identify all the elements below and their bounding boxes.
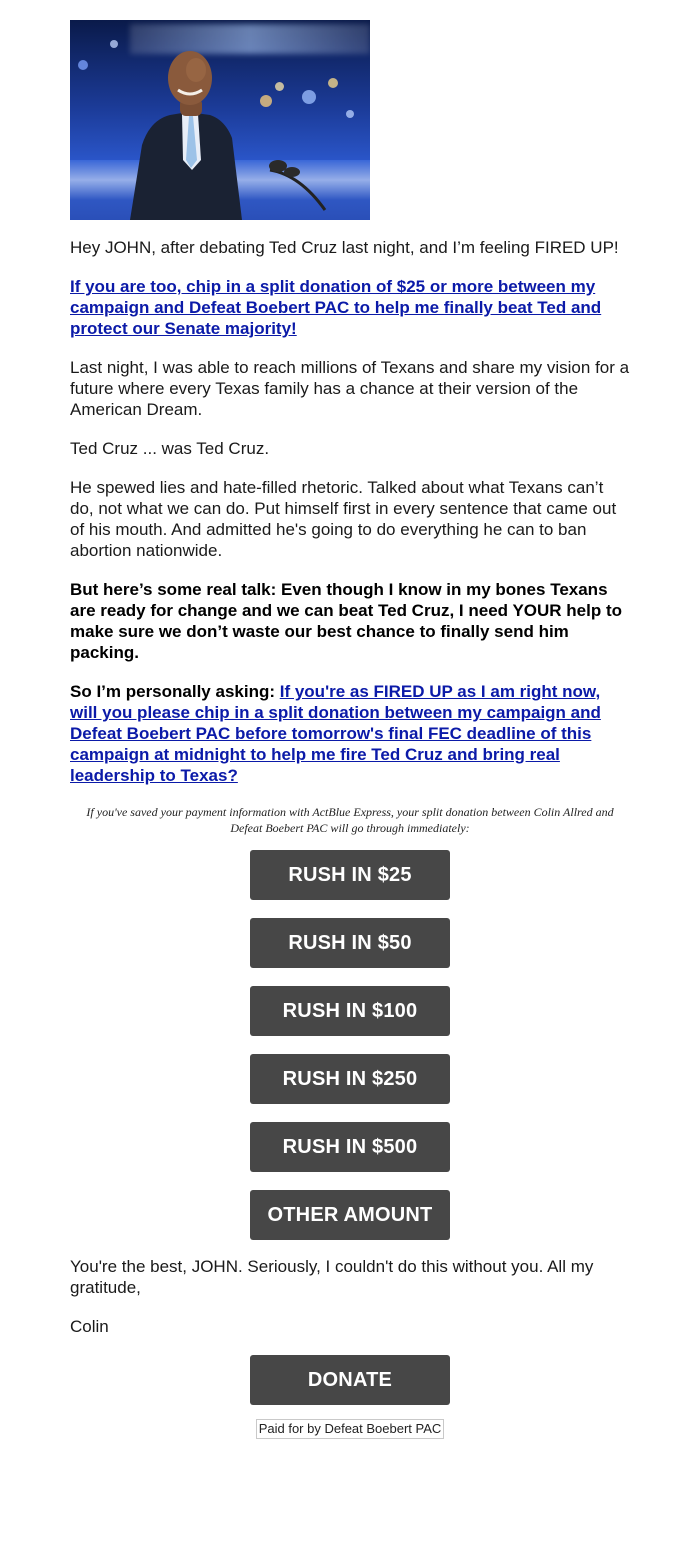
cruz-paragraph: Ted Cruz ... was Ted Cruz. [70, 439, 270, 458]
donation-buttons [70, 850, 630, 1256]
ask-prefix: So I’m personally asking: [70, 682, 280, 701]
signature: Colin [70, 1317, 109, 1336]
other-amount-button[interactable]: OTHER AMOUNT [250, 1190, 450, 1240]
rush-250-button[interactable]: RUSH IN $250 [250, 1054, 450, 1104]
speaker-figure [70, 20, 370, 220]
ask-paragraph [70, 681, 630, 786]
closing-paragraph: You're the best, JOHN. Seriously, I couldn't do this without you. All my gratitude, [70, 1257, 594, 1297]
cta-paragraph-1 [70, 276, 630, 339]
donate-link-split-25[interactable]: If you are too, chip in a split donation of $25 or more between my campaign and Defeat Boebert PAC to help me finally beat Ted and protect our Senate majority! [70, 277, 602, 338]
hero-photo [70, 20, 370, 220]
email-body [70, 20, 630, 1439]
rush-25-button[interactable]: RUSH IN $25 [250, 850, 450, 900]
lies-paragraph: He spewed lies and hate-filled rhetoric. Talked about what Texans can’t do, not what we can do. Put himself first in every sentence that came out of his mouth. And admitted he's going to do everything he can to ban abortion nationwide. [70, 478, 617, 560]
real-talk-paragraph: But here’s some real talk: Even though I know in my bones Texans are ready for change and we can beat Ted Cruz, I need YOUR help to make sure we don’t waste our best chance to finally send him packing. [70, 580, 623, 662]
rush-500-button[interactable]: RUSH IN $500 [250, 1122, 450, 1172]
rush-50-button[interactable]: RUSH IN $50 [250, 918, 450, 968]
paid-for-disclaimer: Paid for by Defeat Boebert PAC [256, 1419, 445, 1439]
rush-100-button[interactable]: RUSH IN $100 [250, 986, 450, 1036]
actblue-express-note: If you've saved your payment information with ActBlue Express, your split donation between Colin Allred and Defeat Boebert PAC will go through immediately: [86, 805, 614, 835]
greeting-paragraph: Hey JOHN, after debating Ted Cruz last night, and I’m feeling FIRED UP! [70, 238, 619, 257]
vision-paragraph: Last night, I was able to reach millions of Texans and share my vision for a future where every Texas family has a chance at their version of the American Dream. [70, 358, 630, 419]
donate-link-fec-deadline[interactable]: If you're as FIRED UP as I am right now, will you please chip in a split donation between my campaign and Defeat Boebert PAC before tomorrow's final FEC deadline of this campaign at midnight to help me fire Ted Cruz and bring real leadership to Texas? [70, 682, 601, 785]
donate-button[interactable]: DONATE [250, 1355, 450, 1405]
